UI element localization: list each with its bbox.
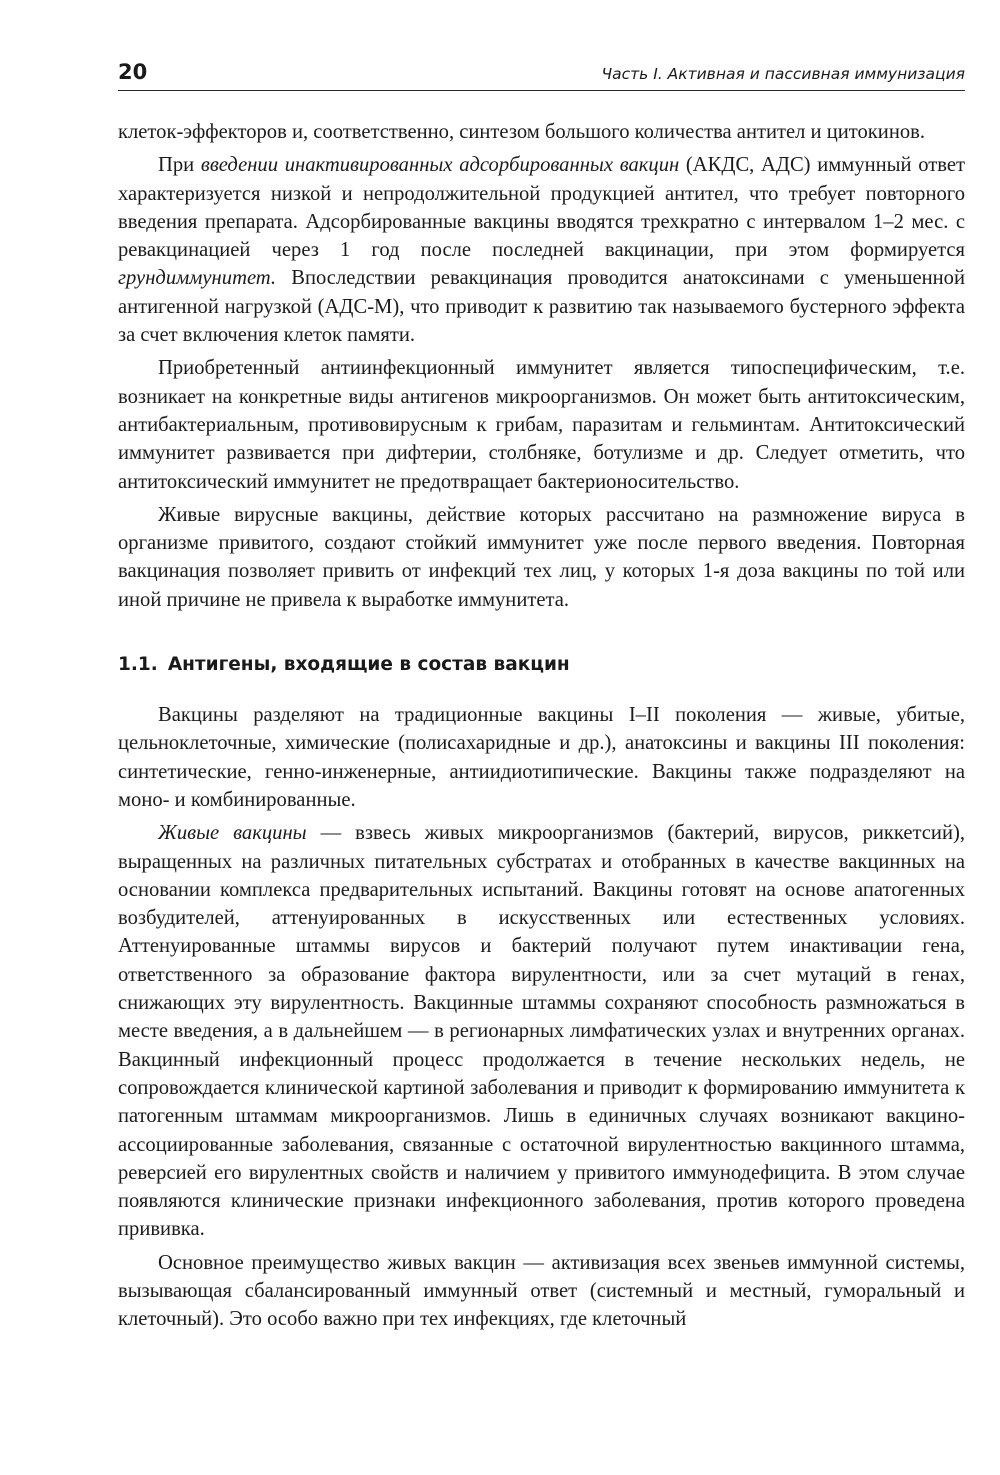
- paragraph: [118, 118, 965, 146]
- section-heading: [118, 652, 965, 678]
- text-run: Приобретенный антиинфекционный иммунитет является типоспецифическим, т.е. возникает на конкретные виды антигенов микроорганизмов. Он может быть антитоксическим, антибактериальным, противовирусным к грибам, паразитам и гельминтам. Антитоксический иммунитет развивается при дифтерии, столбняке, ботулизме и др. Следует отметить, что антитоксический иммунитет не предотвращает бактерионосительство.: [118, 357, 965, 493]
- paragraph: [118, 819, 965, 1243]
- text-run: Вакцины разделяют на традиционные вакцины I–II поколения — живые, убитые, цельноклеточные, химические (полисахаридные и др.), анатоксины и вакцины III поколения: синтетические, генно-инженерные, антиидиотипические. Вакцины также подразделяют на моно- и комбинированные.: [118, 704, 965, 811]
- paragraph: [118, 151, 965, 349]
- italic-term: введении инактивированных адсорбированных вакцин: [200, 154, 680, 177]
- text-run: При: [158, 154, 201, 177]
- text-run: — взвесь живых микроорганизмов (бактерий, вирусов, риккетсий), выращенных на различных питательных субстратах и отобранных в качестве вакцинных на основании комплекса предварительных испытаний. Вакцины готовят на основе апатогенных возбудителей, аттенуированных в искусственных или естественных условиях. Аттенуированные штаммы вирусов и бактерий получают путем инактивации гена, ответственного за образование фактора вирулентности, или за счет мутаций в генах, снижающих эту вирулентность. Вакцинные штаммы сохраняют способность размножаться в месте введения, а в дальнейшем — в регионарных лимфатических узлах и внутренних органах. Вакцинный инфекционный процесс продолжается в течение нескольких недель, не сопровождается клинической картиной заболевания и приводит к формированию иммунитета к патогенным штаммам микроорганизмов. Лишь в единичных случаях возникают вакцино-ассоциированные заболевания, связанные с остаточной вирулентностью вакцинного штамма, реверсией его вирулентных свойств и наличием у привитого иммунодефицита. В этом случае появляются клинические признаки инфекционного заболевания, против которого проведена прививка.: [118, 822, 965, 1241]
- paragraph: [118, 1249, 965, 1334]
- running-title: Часть I. Активная и пассивная иммунизация: [601, 65, 965, 83]
- text-run: Живые вирусные вакцины, действие которых рассчитано на размножение вируса в организме привитого, создают стойкий иммунитет уже после первого введения. Повторная вакцинация позволяет привить от инфекций тех лиц, у которых 1-я доза вакцины по той или иной причине не привела к выработке иммунитета.: [118, 503, 965, 611]
- paragraph: [118, 354, 965, 495]
- paragraph: [118, 701, 965, 814]
- page-header: [118, 58, 965, 91]
- text-run: Основное преимущество живых вакцин — активизация всех звеньев иммунной системы, вызывающая сбалансированный иммунный ответ (системный и местный, гуморальный и клеточный). Это особо важно при тех инфекциях, где клеточный: [118, 1251, 965, 1331]
- body-text-before-section: [118, 118, 965, 614]
- italic-term: грундиммунитет.: [118, 267, 277, 290]
- text-run: клеток-эффекторов и, соответственно, синтезом большого количества антител и цитокинов.: [118, 121, 926, 143]
- body-text-after-section: [118, 701, 965, 1334]
- page-body: [118, 118, 965, 1339]
- section-number: 1.1.: [118, 654, 158, 676]
- italic-term: Живые вакцины: [158, 822, 307, 845]
- section-title: Антигены, входящие в состав вакцин: [167, 654, 570, 676]
- text-run: (АКДС, АДС) иммунный ответ характеризуется низкой и непродолжительной продукцией антител, что требует повторного введения препарата. Адсорбированные вакцины вводятся трехкратно с интервалом 1–2 мес. с ревакцинацией через 1 год после последней вакцинации, при этом формируется: [118, 154, 965, 262]
- paragraph: [118, 501, 965, 614]
- page-number: 20: [118, 60, 148, 84]
- text-run: Впоследствии ревакцинация проводится анатоксинами с уменьшенной антигенной нагрузкой (АДС-М), что приводит к развитию так называемого бустерного эффекта за счет включения клеток памяти.: [118, 267, 965, 347]
